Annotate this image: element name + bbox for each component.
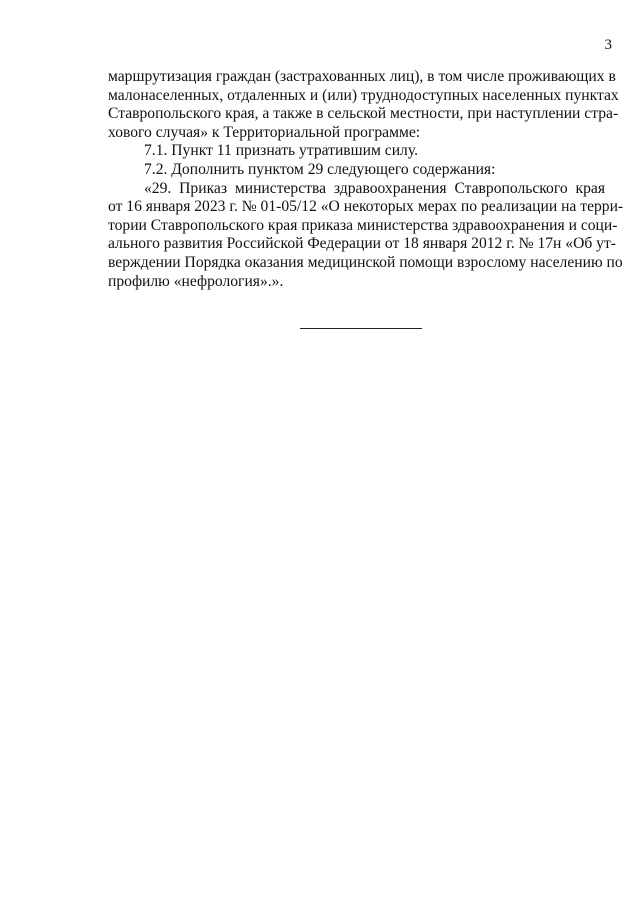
paragraph-line: малонаселенных, отдаленных и (или) труднодоступных населенных пунктах	[108, 86, 619, 104]
paragraph-line: профилю «нефрология».».	[108, 272, 284, 290]
paragraph-item-29	[108, 179, 624, 292]
paragraph-line: от 16 января 2023 г. № 01-05/12 «О некоторых мерах по реализации на терри-	[108, 198, 624, 216]
end-separator-line	[300, 328, 422, 329]
paragraph-line: Ставропольского края, а также в сельской местности, при наступлении стра-	[108, 105, 619, 123]
paragraph-routing	[108, 68, 619, 142]
item-7-2: 7.2. Дополнить пунктом 29 следующего содержания:	[144, 160, 496, 178]
document-body	[108, 68, 624, 291]
paragraph-line: ального развития Российской Федерации от 18 января 2012 г. № 17н «Об ут-	[108, 235, 616, 253]
page-number: 3	[604, 37, 612, 53]
paragraph-line: верждении Порядка оказания медицинской помощи взрослому населению по	[108, 253, 623, 271]
paragraph-line: маршрутизация граждан (застрахованных лиц), в том числе проживающих в	[108, 68, 616, 85]
paragraph-line: «29. Приказ министерства здравоохранения Ставропольского края	[144, 179, 605, 197]
item-7-1: 7.1. Пункт 11 признать утратившим силу.	[144, 142, 418, 160]
paragraph-line: хового случая» к Территориальной программе:	[108, 123, 421, 141]
paragraph-line: тории Ставропольского края приказа министерства здравоохранения и соци-	[108, 216, 618, 234]
